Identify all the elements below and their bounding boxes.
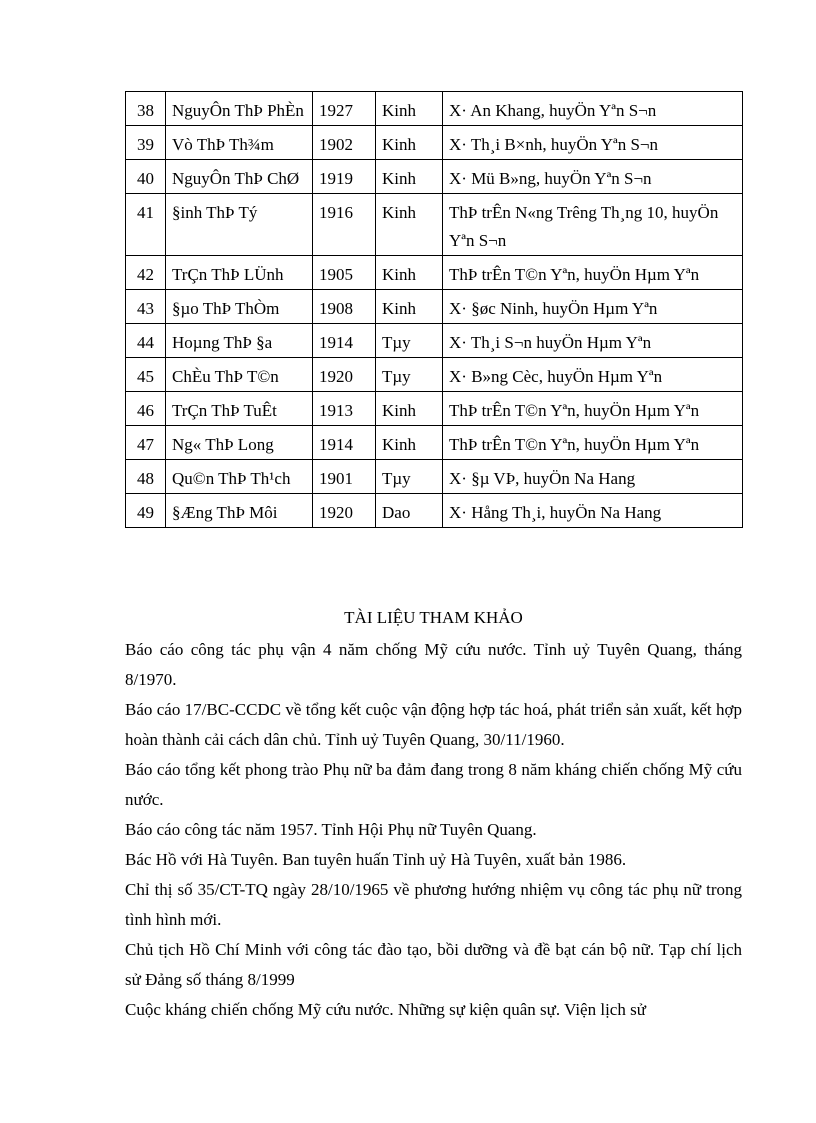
birth-year: 1927: [313, 92, 376, 126]
person-name: Vò ThÞ Th¾m: [166, 126, 313, 160]
birth-year: 1919: [313, 160, 376, 194]
birth-year: 1916: [313, 194, 376, 256]
table-row: [126, 358, 743, 392]
address: ThÞ trÊn T©n Yªn, huyÖn Hµm Yªn: [443, 392, 743, 426]
references-title: TÀI LIỆU THAM KHẢO: [344, 608, 523, 627]
people-table: [125, 91, 743, 528]
table-row: [126, 324, 743, 358]
ethnicity: Tµy: [376, 324, 443, 358]
person-name: ChÈu ThÞ T©n: [166, 358, 313, 392]
address: X· Th¸i S¬n huyÖn Hµm Yªn: [443, 324, 743, 358]
person-name: §Æng ThÞ Môi: [166, 494, 313, 528]
ethnicity: Kinh: [376, 392, 443, 426]
row-number: 40: [126, 160, 166, 194]
reference-item: Báo cáo công tác phụ vận 4 năm chống Mỹ cứu nước. Tỉnh uỷ Tuyên Quang, tháng 8/1970.: [125, 640, 742, 689]
address: X· B»ng Cèc, huyÖn Hµm Yªn: [443, 358, 743, 392]
address: ThÞ trÊn N«ng Trêng Th¸ng 10, huyÖn Yªn S¬n: [443, 194, 743, 256]
person-name: §inh ThÞ Tý: [166, 194, 313, 256]
table-row: [126, 290, 743, 324]
ethnicity: Kinh: [376, 290, 443, 324]
table-row: [126, 426, 743, 460]
table-row: [126, 460, 743, 494]
people-table-body: [126, 92, 743, 528]
reference-item: Bác Hồ với Hà Tuyên. Ban tuyên huấn Tỉnh uỷ Hà Tuyên, xuất bản 1986.: [125, 850, 627, 869]
ethnicity: Kinh: [376, 194, 443, 256]
table-row: [126, 92, 743, 126]
reference-item: Báo cáo công tác năm 1957. Tỉnh Hội Phụ nữ Tuyên Quang.: [125, 820, 537, 839]
ethnicity: Kinh: [376, 426, 443, 460]
row-number: 38: [126, 92, 166, 126]
address: X· Th¸i B×nh, huyÖn Yªn S¬n: [443, 126, 743, 160]
person-name: Qu©n ThÞ Th¹ch: [166, 460, 313, 494]
ethnicity: Kinh: [376, 256, 443, 290]
row-number: 48: [126, 460, 166, 494]
person-name: NguyÔn ThÞ ChØ: [166, 160, 313, 194]
ethnicity: Kinh: [376, 160, 443, 194]
table-row: [126, 256, 743, 290]
table-row: [126, 392, 743, 426]
reference-item: Chỉ thị số 35/CT-TQ ngày 28/10/1965 về phương hướng nhiệm vụ công tác phụ nữ trong tình hình mới.: [125, 880, 742, 929]
address: ThÞ trÊn T©n Yªn, huyÖn Hµm Yªn: [443, 426, 743, 460]
row-number: 44: [126, 324, 166, 358]
birth-year: 1920: [313, 358, 376, 392]
address: ThÞ trÊn T©n Yªn, huyÖn Hµm Yªn: [443, 256, 743, 290]
address: X· An Khang, huyÖn Yªn S¬n: [443, 92, 743, 126]
birth-year: 1920: [313, 494, 376, 528]
ethnicity: Tµy: [376, 460, 443, 494]
row-number: 43: [126, 290, 166, 324]
reference-item: Báo cáo tổng kết phong trào Phụ nữ ba đảm đang trong 8 năm kháng chiến chống Mỹ cứu nước.: [125, 760, 742, 809]
reference-item: Chủ tịch Hồ Chí Minh với công tác đào tạo, bồi dưỡng và đề bạt cán bộ nữ. Tạp chí lịch sử Đảng số tháng 8/1999: [125, 940, 742, 989]
address: X· Hång Th¸i, huyÖn Na Hang: [443, 494, 743, 528]
table-row: [126, 194, 743, 256]
birth-year: 1902: [313, 126, 376, 160]
address: X· §øc Ninh, huyÖn Hµm Yªn: [443, 290, 743, 324]
row-number: 47: [126, 426, 166, 460]
birth-year: 1914: [313, 324, 376, 358]
ethnicity: Tµy: [376, 358, 443, 392]
ethnicity: Kinh: [376, 126, 443, 160]
person-name: Ng« ThÞ Long: [166, 426, 313, 460]
table-row: [126, 494, 743, 528]
address: X· §µ VÞ, huyÖn Na Hang: [443, 460, 743, 494]
birth-year: 1913: [313, 392, 376, 426]
row-number: 39: [126, 126, 166, 160]
row-number: 42: [126, 256, 166, 290]
person-name: NguyÔn ThÞ PhÈn: [166, 92, 313, 126]
birth-year: 1905: [313, 256, 376, 290]
person-name: §µo ThÞ ThÒm: [166, 290, 313, 324]
person-name: Hoµng ThÞ §a: [166, 324, 313, 358]
ethnicity: Dao: [376, 494, 443, 528]
table-row: [126, 126, 743, 160]
address: X· Mü B»ng, huyÖn Yªn S¬n: [443, 160, 743, 194]
reference-item: Báo cáo 17/BC-CCDC về tổng kết cuộc vận động hợp tác hoá, phát triển sản xuất, kết hợp hoàn thành cải cách dân chủ. Tỉnh uỷ Tuyên Quang, 30/11/1960.: [125, 700, 742, 749]
birth-year: 1908: [313, 290, 376, 324]
row-number: 45: [126, 358, 166, 392]
ethnicity: Kinh: [376, 92, 443, 126]
references-list: [125, 635, 742, 1025]
birth-year: 1901: [313, 460, 376, 494]
person-name: TrÇn ThÞ LÜnh: [166, 256, 313, 290]
reference-item: Cuộc kháng chiến chống Mỹ cứu nước. Những sự kiện quân sự. Viện lịch sử: [125, 1000, 646, 1019]
row-number: 41: [126, 194, 166, 256]
birth-year: 1914: [313, 426, 376, 460]
table-row: [126, 160, 743, 194]
row-number: 46: [126, 392, 166, 426]
row-number: 49: [126, 494, 166, 528]
person-name: TrÇn ThÞ TuÊt: [166, 392, 313, 426]
